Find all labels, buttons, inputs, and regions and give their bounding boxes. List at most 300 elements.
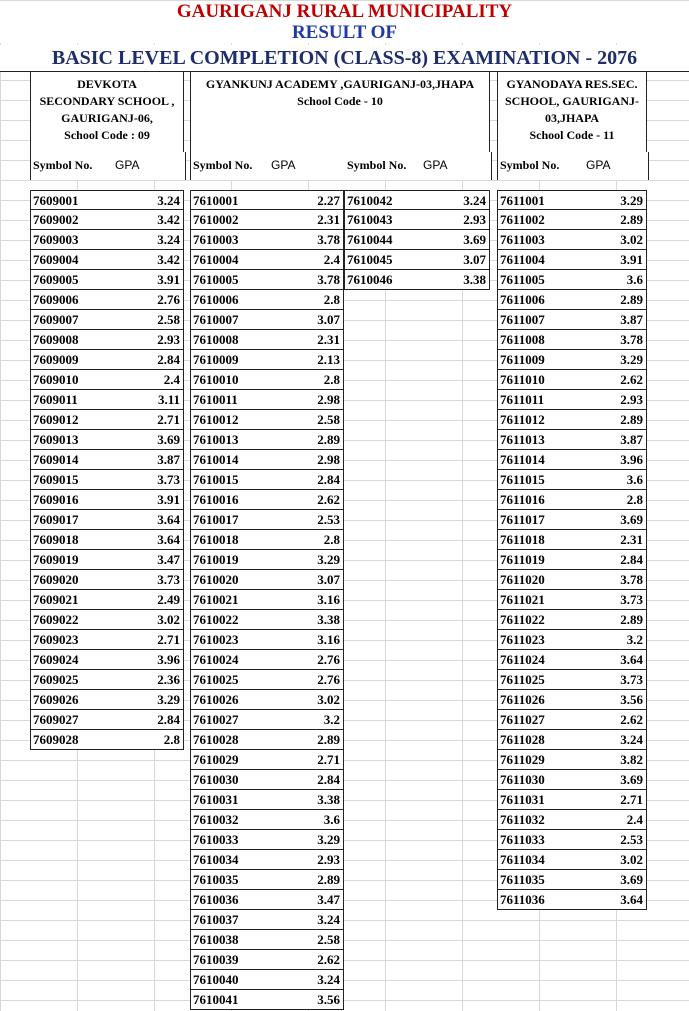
symbol-number: 7611011 xyxy=(497,390,579,410)
gpa-value: 3.6 xyxy=(579,270,647,290)
gpa-value: 2.62 xyxy=(270,490,344,510)
table-row xyxy=(497,830,647,850)
gpa-value: 3.73 xyxy=(110,570,184,590)
symbol-number: 7610044 xyxy=(344,230,424,250)
gpa-value: 3.82 xyxy=(579,750,647,770)
gpa-value: 2.84 xyxy=(270,770,344,790)
gpa-value: 3.38 xyxy=(424,270,490,290)
gpa-value: 3.42 xyxy=(110,250,184,270)
gpa-value: 2.58 xyxy=(270,410,344,430)
gpa-value: 2.89 xyxy=(579,210,647,230)
gpa-value: 3.69 xyxy=(110,430,184,450)
gpa-value: 2.93 xyxy=(270,850,344,870)
symbol-number: 7610020 xyxy=(190,570,270,590)
symbol-number: 7610035 xyxy=(190,870,270,890)
gpa-value: 2.31 xyxy=(270,210,344,230)
gpa-value: 2.76 xyxy=(110,290,184,310)
symbol-number: 7610034 xyxy=(190,850,270,870)
table-row xyxy=(497,290,647,310)
school-gyanodaya xyxy=(497,72,647,152)
symbol-number: 7610013 xyxy=(190,430,270,450)
gpa-value: 2.76 xyxy=(270,670,344,690)
gpa-value: 3.29 xyxy=(110,690,184,710)
gpa-value: 2.62 xyxy=(270,950,344,970)
symbol-number: 7611025 xyxy=(497,670,579,690)
gpa-value: 3.6 xyxy=(579,470,647,490)
gpa-value: 2.98 xyxy=(270,390,344,410)
symbol-number: 7610040 xyxy=(190,970,270,990)
symbol-number: 7611012 xyxy=(497,410,579,430)
table-row xyxy=(497,890,647,910)
gpa-value: 3.96 xyxy=(110,650,184,670)
gpa-value: 3.16 xyxy=(270,630,344,650)
symbol-number: 7611010 xyxy=(497,370,579,390)
symbol-number: 7611006 xyxy=(497,290,579,310)
table-row xyxy=(190,910,344,930)
table-row xyxy=(30,610,184,630)
symbol-number: 7610005 xyxy=(190,270,270,290)
symbol-number: 7609012 xyxy=(30,410,110,430)
table-row xyxy=(190,450,344,470)
gpa-value: 2.8 xyxy=(579,490,647,510)
table-row xyxy=(190,770,344,790)
table-row xyxy=(30,710,184,730)
table-row xyxy=(190,510,344,530)
symbol-number: 7610022 xyxy=(190,610,270,630)
symbol-number: 7611015 xyxy=(497,470,579,490)
gpa-value: 2.98 xyxy=(270,450,344,470)
gpa-header: GPA xyxy=(586,158,611,172)
gpa-header: GPA xyxy=(423,158,448,172)
table-row xyxy=(30,510,184,530)
symbol-number: 7610007 xyxy=(190,310,270,330)
gpa-value: 2.84 xyxy=(110,350,184,370)
symbol-number: 7609023 xyxy=(30,630,110,650)
table-row xyxy=(497,430,647,450)
gpa-value: 3.38 xyxy=(270,790,344,810)
symbol-number: 7610017 xyxy=(190,510,270,530)
gpa-value: 3.29 xyxy=(270,550,344,570)
symbol-number: 7609013 xyxy=(30,430,110,450)
gpa-value: 3.69 xyxy=(579,870,647,890)
symbol-number: 7609020 xyxy=(30,570,110,590)
symbol-number: 7609009 xyxy=(30,350,110,370)
table-row xyxy=(30,650,184,670)
school-code: School Code - 11 xyxy=(529,128,615,142)
symbol-number: 7610046 xyxy=(344,270,424,290)
gpa-header: GPA xyxy=(271,158,296,172)
results-gyanodaya xyxy=(497,190,647,910)
symbol-number: 7610018 xyxy=(190,530,270,550)
gpa-value: 2.49 xyxy=(110,590,184,610)
symbol-number: 7609003 xyxy=(30,230,110,250)
table-row xyxy=(497,730,647,750)
table-row xyxy=(190,650,344,670)
symbol-number: 7609018 xyxy=(30,530,110,550)
symbol-number: 7610036 xyxy=(190,890,270,910)
gpa-value: 2.4 xyxy=(110,370,184,390)
symbol-number: 7611005 xyxy=(497,270,579,290)
symbol-number: 7609015 xyxy=(30,470,110,490)
gpa-value: 3.64 xyxy=(110,510,184,530)
gpa-header: GPA xyxy=(115,158,140,172)
gpa-value: 3.96 xyxy=(579,450,647,470)
table-row xyxy=(497,230,647,250)
gpa-value: 3.87 xyxy=(110,450,184,470)
table-row xyxy=(497,610,647,630)
gpa-value: 2.27 xyxy=(270,190,344,210)
gpa-value: 2.76 xyxy=(270,650,344,670)
table-row xyxy=(497,390,647,410)
symbol-number: 7611002 xyxy=(497,210,579,230)
table-row xyxy=(190,970,344,990)
symbol-number: 7609027 xyxy=(30,710,110,730)
gpa-value: 3.64 xyxy=(579,650,647,670)
table-row xyxy=(30,630,184,650)
table-row xyxy=(497,530,647,550)
table-row xyxy=(30,530,184,550)
table-row xyxy=(190,630,344,650)
gpa-value: 2.13 xyxy=(270,350,344,370)
gpa-value: 3.47 xyxy=(110,550,184,570)
gpa-value: 3.87 xyxy=(579,310,647,330)
gpa-value: 3.78 xyxy=(579,330,647,350)
table-row xyxy=(190,930,344,950)
gpa-value: 2.8 xyxy=(110,730,184,750)
gpa-value: 2.8 xyxy=(270,530,344,550)
symbol-number: 7610021 xyxy=(190,590,270,610)
gpa-value: 3.16 xyxy=(270,590,344,610)
symbol-number: 7611013 xyxy=(497,430,579,450)
table-row xyxy=(30,330,184,350)
symbol-number: 7609007 xyxy=(30,310,110,330)
gpa-value: 3.6 xyxy=(270,810,344,830)
table-row xyxy=(190,610,344,630)
table-row xyxy=(30,310,184,330)
gpa-value: 2.8 xyxy=(270,370,344,390)
table-row xyxy=(497,250,647,270)
table-row xyxy=(497,470,647,490)
symbol-number: 7609021 xyxy=(30,590,110,610)
symbol-number: 7609008 xyxy=(30,330,110,350)
symbol-number: 7611024 xyxy=(497,650,579,670)
gpa-value: 3.73 xyxy=(579,670,647,690)
gpa-value: 2.53 xyxy=(579,830,647,850)
symbol-number: 7611026 xyxy=(497,690,579,710)
symbol-number: 7610033 xyxy=(190,830,270,850)
gpa-value: 2.4 xyxy=(270,250,344,270)
table-row xyxy=(30,450,184,470)
table-row xyxy=(497,630,647,650)
column-header-gyankunj xyxy=(190,152,492,180)
results-gyankunj-a xyxy=(190,190,344,1010)
symbol-number: 7610032 xyxy=(190,810,270,830)
symbol-number: 7609001 xyxy=(30,190,110,210)
symbol-number: 7610001 xyxy=(190,190,270,210)
gpa-value: 2.89 xyxy=(579,290,647,310)
gpa-value: 3.69 xyxy=(424,230,490,250)
gpa-value: 3.38 xyxy=(270,610,344,630)
table-row xyxy=(190,530,344,550)
table-row xyxy=(497,570,647,590)
symbol-number: 7609022 xyxy=(30,610,110,630)
table-row xyxy=(190,670,344,690)
symbol-number: 7610010 xyxy=(190,370,270,390)
gpa-value: 2.89 xyxy=(270,870,344,890)
table-row xyxy=(497,550,647,570)
gpa-value: 3.78 xyxy=(270,230,344,250)
school-name-line: GYANODAYA RES.SEC. xyxy=(506,77,638,91)
symbol-number: 7609005 xyxy=(30,270,110,290)
symbol-number: 7610039 xyxy=(190,950,270,970)
symbol-number: 7610026 xyxy=(190,690,270,710)
gpa-value: 3.2 xyxy=(579,630,647,650)
symbol-number: 7609025 xyxy=(30,670,110,690)
gpa-value: 3.91 xyxy=(110,490,184,510)
table-row xyxy=(190,830,344,850)
table-row xyxy=(30,490,184,510)
symbol-number: 7611023 xyxy=(497,630,579,650)
symbol-number: 7610002 xyxy=(190,210,270,230)
symbol-number: 7610004 xyxy=(190,250,270,270)
school-code: School Code : 09 xyxy=(64,128,150,142)
gpa-value: 3.78 xyxy=(270,270,344,290)
school-gyankunj xyxy=(190,72,490,152)
school-name-line: SECONDARY SCHOOL , xyxy=(39,94,175,108)
gpa-value: 2.89 xyxy=(270,730,344,750)
gpa-value: 2.93 xyxy=(579,390,647,410)
gpa-value: 2.62 xyxy=(579,370,647,390)
gpa-value: 3.29 xyxy=(579,190,647,210)
table-row xyxy=(344,210,490,230)
gpa-value: 2.89 xyxy=(270,430,344,450)
symbol-number: 7610012 xyxy=(190,410,270,430)
symbol-number: 7611018 xyxy=(497,530,579,550)
table-row xyxy=(30,430,184,450)
symbol-number: 7610030 xyxy=(190,770,270,790)
table-row xyxy=(190,810,344,830)
table-row xyxy=(190,350,344,370)
symbol-number: 7611007 xyxy=(497,310,579,330)
symbol-number: 7610024 xyxy=(190,650,270,670)
symbol-number: 7609019 xyxy=(30,550,110,570)
symbol-number: 7609002 xyxy=(30,210,110,230)
gpa-value: 3.2 xyxy=(270,710,344,730)
table-row xyxy=(190,490,344,510)
column-header-devkota xyxy=(30,152,186,180)
symbol-number: 7611019 xyxy=(497,550,579,570)
table-row xyxy=(30,350,184,370)
table-row xyxy=(190,410,344,430)
symbol-number: 7611001 xyxy=(497,190,579,210)
table-row xyxy=(30,670,184,690)
table-row xyxy=(497,450,647,470)
table-row xyxy=(190,570,344,590)
symbol-number: 7611003 xyxy=(497,230,579,250)
table-row xyxy=(190,290,344,310)
symbol-number: 7610009 xyxy=(190,350,270,370)
gpa-value: 2.89 xyxy=(579,410,647,430)
result-of-title: RESULT OF xyxy=(0,23,689,43)
gpa-value: 2.93 xyxy=(424,210,490,230)
gpa-value: 3.24 xyxy=(270,910,344,930)
symbol-number: 7609017 xyxy=(30,510,110,530)
symbol-number: 7609014 xyxy=(30,450,110,470)
gpa-value: 2.71 xyxy=(579,790,647,810)
symbol-number: 7610028 xyxy=(190,730,270,750)
table-row xyxy=(30,190,184,210)
table-row xyxy=(30,270,184,290)
table-row xyxy=(344,190,490,210)
table-row xyxy=(497,690,647,710)
symbol-number: 7609024 xyxy=(30,650,110,670)
symbol-no-header: Symbol No. xyxy=(347,158,407,172)
table-row xyxy=(30,250,184,270)
symbol-number: 7611017 xyxy=(497,510,579,530)
school-code: School Code - 10 xyxy=(297,94,383,108)
gpa-value: 3.91 xyxy=(579,250,647,270)
table-row xyxy=(497,330,647,350)
symbol-number: 7610027 xyxy=(190,710,270,730)
table-row xyxy=(30,370,184,390)
table-row xyxy=(30,730,184,750)
table-row xyxy=(30,230,184,250)
school-name-line: DEVKOTA xyxy=(77,77,137,91)
results-devkota xyxy=(30,190,184,750)
gpa-value: 2.89 xyxy=(579,610,647,630)
table-row xyxy=(497,270,647,290)
table-row xyxy=(190,730,344,750)
gpa-value: 3.07 xyxy=(270,310,344,330)
table-row xyxy=(344,270,490,290)
school-name-line: SCHOOL, GAURIGANJ- xyxy=(504,94,639,108)
table-row xyxy=(30,590,184,610)
gpa-value: 3.78 xyxy=(579,570,647,590)
gpa-value: 3.69 xyxy=(579,770,647,790)
symbol-number: 7609010 xyxy=(30,370,110,390)
table-row xyxy=(190,550,344,570)
symbol-number: 7610006 xyxy=(190,290,270,310)
gpa-value: 3.24 xyxy=(110,190,184,210)
symbol-no-header: Symbol No. xyxy=(500,158,560,172)
exam-title: BASIC LEVEL COMPLETION (CLASS-8) EXAMINATION - 2076 xyxy=(0,45,689,72)
school-devkota xyxy=(30,72,184,152)
gpa-value: 2.84 xyxy=(579,550,647,570)
symbol-number: 7611014 xyxy=(497,450,579,470)
symbol-number: 7611032 xyxy=(497,810,579,830)
symbol-number: 7611029 xyxy=(497,750,579,770)
column-header-gyanodaya xyxy=(497,152,649,180)
table-row xyxy=(30,550,184,570)
gpa-value: 2.71 xyxy=(110,630,184,650)
table-row xyxy=(497,310,647,330)
symbol-number: 7610025 xyxy=(190,670,270,690)
symbol-number: 7610011 xyxy=(190,390,270,410)
table-row xyxy=(190,310,344,330)
symbol-number: 7610019 xyxy=(190,550,270,570)
gpa-value: 3.07 xyxy=(424,250,490,270)
gpa-value: 2.71 xyxy=(110,410,184,430)
gpa-value: 3.24 xyxy=(579,730,647,750)
gpa-value: 3.29 xyxy=(579,350,647,370)
table-row xyxy=(30,410,184,430)
symbol-number: 7610023 xyxy=(190,630,270,650)
gpa-value: 3.64 xyxy=(110,530,184,550)
symbol-number: 7611020 xyxy=(497,570,579,590)
gpa-value: 3.11 xyxy=(110,390,184,410)
table-row xyxy=(190,470,344,490)
gpa-value: 2.36 xyxy=(110,670,184,690)
table-row xyxy=(30,390,184,410)
gpa-value: 2.31 xyxy=(270,330,344,350)
table-row xyxy=(190,330,344,350)
gpa-value: 3.42 xyxy=(110,210,184,230)
table-row xyxy=(497,590,647,610)
table-row xyxy=(344,250,490,270)
symbol-number: 7609016 xyxy=(30,490,110,510)
table-row xyxy=(190,710,344,730)
symbol-number: 7610041 xyxy=(190,990,270,1010)
table-row xyxy=(190,270,344,290)
table-row xyxy=(190,210,344,230)
table-row xyxy=(30,570,184,590)
gpa-value: 2.93 xyxy=(110,330,184,350)
gpa-value: 2.53 xyxy=(270,510,344,530)
gpa-value: 3.64 xyxy=(579,890,647,910)
gpa-value: 3.02 xyxy=(579,230,647,250)
table-row xyxy=(190,870,344,890)
symbol-number: 7611016 xyxy=(497,490,579,510)
gpa-value: 2.71 xyxy=(270,750,344,770)
table-row xyxy=(190,750,344,770)
gpa-value: 3.02 xyxy=(110,610,184,630)
table-row xyxy=(190,950,344,970)
table-row xyxy=(30,210,184,230)
table-row xyxy=(497,350,647,370)
symbol-number: 7611027 xyxy=(497,710,579,730)
table-row xyxy=(190,430,344,450)
table-row xyxy=(497,710,647,730)
table-row xyxy=(497,490,647,510)
gpa-value: 3.29 xyxy=(270,830,344,850)
symbol-number: 7611022 xyxy=(497,610,579,630)
table-row xyxy=(497,510,647,530)
symbol-number: 7609028 xyxy=(30,730,110,750)
table-row xyxy=(497,410,647,430)
school-name-line: GYANKUNJ ACADEMY ,GAURIGANJ-03,JHAPA xyxy=(205,77,475,91)
gpa-value: 3.02 xyxy=(270,690,344,710)
table-row xyxy=(497,770,647,790)
gpa-value: 2.58 xyxy=(270,930,344,950)
symbol-number: 7611028 xyxy=(497,730,579,750)
symbol-number: 7609004 xyxy=(30,250,110,270)
table-row xyxy=(190,790,344,810)
symbol-number: 7609011 xyxy=(30,390,110,410)
symbol-no-header: Symbol No. xyxy=(33,158,93,172)
table-row xyxy=(190,190,344,210)
symbol-number: 7610031 xyxy=(190,790,270,810)
gpa-value: 3.56 xyxy=(579,690,647,710)
gpa-value: 3.02 xyxy=(579,850,647,870)
gpa-value: 2.4 xyxy=(579,810,647,830)
gpa-value: 3.87 xyxy=(579,430,647,450)
school-name-line: 03,JHAPA xyxy=(544,111,600,125)
symbol-number: 7610016 xyxy=(190,490,270,510)
symbol-number: 7609006 xyxy=(30,290,110,310)
table-row xyxy=(190,230,344,250)
gpa-value: 2.84 xyxy=(270,470,344,490)
table-row xyxy=(497,870,647,890)
